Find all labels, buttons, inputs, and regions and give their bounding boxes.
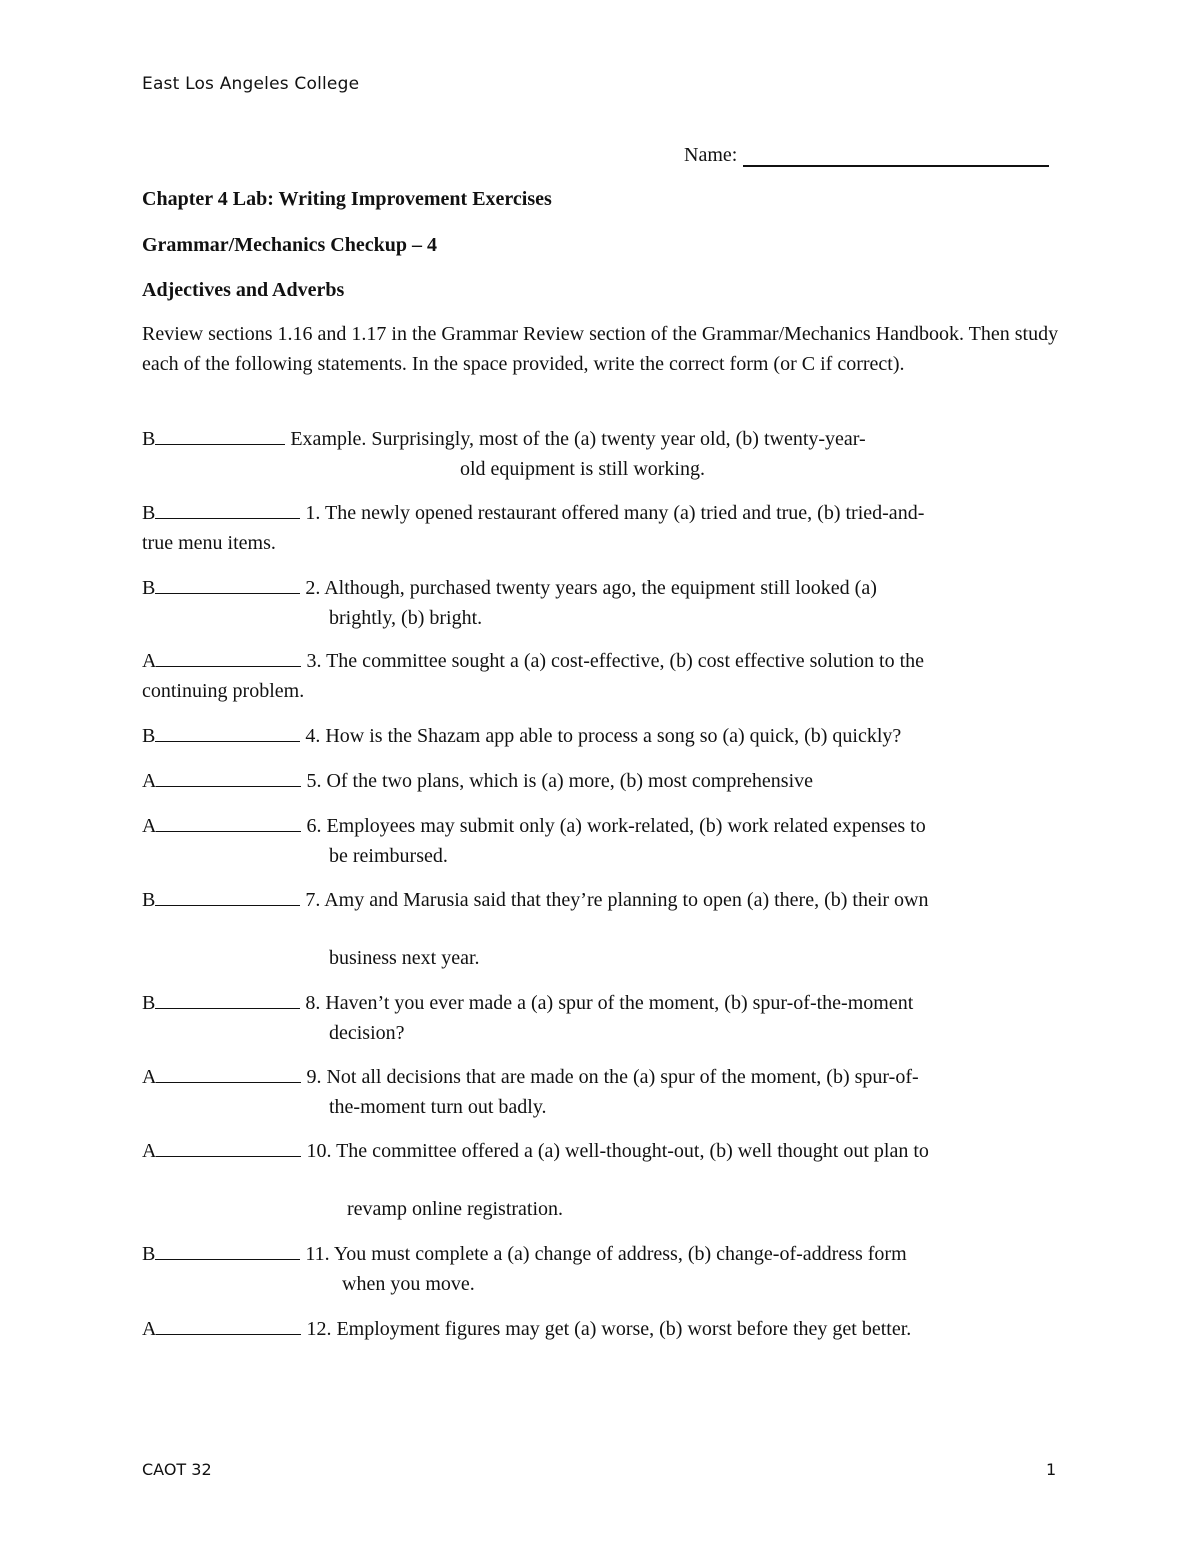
list-item <box>142 573 1082 633</box>
answer-blank[interactable] <box>156 1062 301 1083</box>
answer-letter: B <box>142 577 156 599</box>
answer-letter: B <box>142 889 156 911</box>
item-text: 6. Employees may submit only (a) work-related, (b) work related expenses to <box>306 815 926 837</box>
example-item <box>142 424 1082 484</box>
item-text-continued: when you move. <box>342 1272 475 1295</box>
answer-letter: A <box>142 1318 157 1340</box>
answer-letter: A <box>142 1140 157 1162</box>
item-text-continued: decision? <box>329 1021 405 1044</box>
answer-blank[interactable] <box>155 1239 300 1260</box>
answer-blank[interactable] <box>155 721 300 742</box>
item-text: 10. The committee offered a (a) well-thought-out, (b) well thought out plan to <box>306 1140 929 1162</box>
item-text: 1. The newly opened restaurant offered many (a) tried and true, (b) tried-and- <box>305 502 925 524</box>
list-item <box>142 1239 1082 1299</box>
answer-letter: A <box>142 650 157 672</box>
item-text-continued: business next year. <box>329 946 480 969</box>
answer-blank[interactable] <box>155 424 285 445</box>
answer-letter: A <box>142 770 157 792</box>
item-text-continued: be reimbursed. <box>329 844 448 867</box>
item-text: 5. Of the two plans, which is (a) more, (b) most comprehensive <box>306 770 813 792</box>
list-item <box>142 1062 1082 1122</box>
item-text-continued: true menu items. <box>142 531 276 554</box>
answer-blank[interactable] <box>156 766 301 787</box>
name-blank-line[interactable] <box>743 143 1049 167</box>
list-item <box>142 885 1082 973</box>
item-text-continued: continuing problem. <box>142 679 305 702</box>
item-text-continued: brightly, (b) bright. <box>329 606 483 629</box>
instructions-paragraph: Review sections 1.16 and 1.17 in the Grammar Review section of the Grammar/Mechanics Handbook. Then study each of the following statements. In the space provided, write the correct form (or C if correct). <box>142 323 1059 375</box>
chapter-title: Chapter 4 Lab: Writing Improvement Exercises <box>142 188 552 210</box>
item-text-continued: old equipment is still working. <box>460 457 705 480</box>
item-text: 3. The committee sought a (a) cost-effective, (b) cost effective solution to the <box>306 650 925 672</box>
answer-blank[interactable] <box>155 573 300 594</box>
list-item <box>142 498 1082 558</box>
answer-letter: B <box>142 502 156 524</box>
answer-blank[interactable] <box>156 1136 301 1157</box>
answer-blank[interactable] <box>156 1314 301 1335</box>
answer-letter: A <box>142 815 157 837</box>
footer-page-number: 1 <box>1046 1460 1057 1479</box>
item-text: 7. Amy and Marusia said that they’re planning to open (a) there, (b) their own <box>305 889 929 911</box>
item-text: 8. Haven’t you ever made a (a) spur of the moment, (b) spur-of-the-moment <box>305 992 914 1014</box>
list-item <box>142 721 1082 752</box>
name-label: Name: <box>684 144 738 166</box>
list-item <box>142 646 1082 706</box>
name-field <box>684 143 1049 167</box>
item-text: 4. How is the Shazam app able to process a song so (a) quick, (b) quickly? <box>305 725 902 747</box>
answer-blank[interactable] <box>155 498 300 519</box>
answer-letter: B <box>142 428 156 450</box>
item-text: 11. You must complete a (a) change of address, (b) change-of-address form <box>305 1243 907 1265</box>
answer-letter: B <box>142 1243 156 1265</box>
item-text-continued: revamp online registration. <box>347 1197 564 1220</box>
answer-letter: A <box>142 1066 157 1088</box>
topic-title: Adjectives and Adverbs <box>142 279 345 301</box>
list-item <box>142 1136 1082 1224</box>
footer-course: CAOT 32 <box>142 1460 212 1479</box>
item-text: Example. Surprisingly, most of the (a) twenty year old, (b) twenty-year- <box>290 428 866 450</box>
institution-header: East Los Angeles College <box>142 74 360 94</box>
list-item <box>142 1314 1082 1345</box>
item-text-continued: the-moment turn out badly. <box>329 1095 547 1118</box>
item-text: 12. Employment figures may get (a) worse, (b) worst before they get better. <box>306 1318 912 1340</box>
answer-blank[interactable] <box>156 811 301 832</box>
item-text: 9. Not all decisions that are made on the (a) spur of the moment, (b) spur-of- <box>306 1066 919 1088</box>
answer-blank[interactable] <box>155 885 300 906</box>
item-text: 2. Although, purchased twenty years ago, the equipment still looked (a) <box>305 577 877 599</box>
answer-letter: B <box>142 725 156 747</box>
list-item <box>142 811 1082 871</box>
list-item <box>142 988 1082 1048</box>
answer-blank[interactable] <box>155 988 300 1009</box>
list-item <box>142 766 1082 797</box>
answer-letter: B <box>142 992 156 1014</box>
answer-blank[interactable] <box>156 646 301 667</box>
checkup-title: Grammar/Mechanics Checkup – 4 <box>142 234 437 256</box>
